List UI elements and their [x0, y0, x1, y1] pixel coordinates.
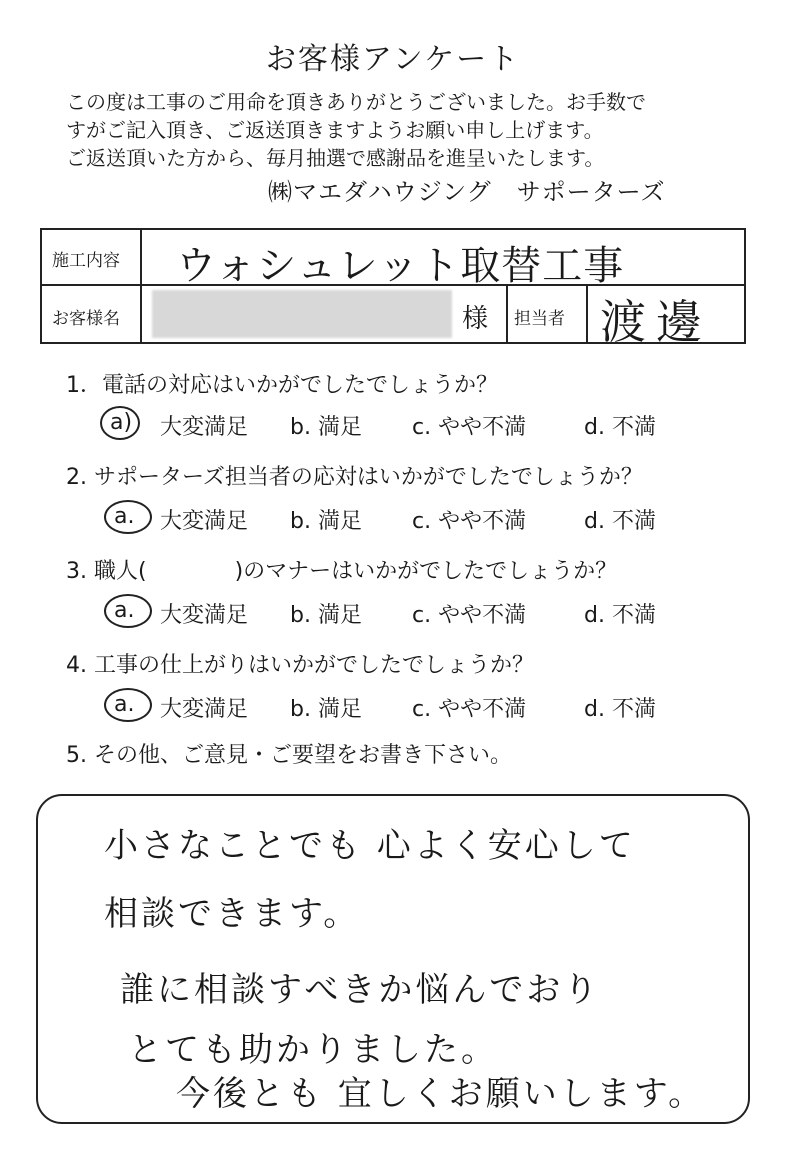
- table-col-divider: [506, 284, 508, 344]
- table-col-divider: [140, 228, 142, 344]
- honorific: 様: [462, 304, 489, 334]
- question-4: 4. 工事の仕上がりはいかがでしたでしょうか？: [66, 653, 534, 678]
- question-2: 2. サポーターズ担当者の応対はいかがでしたでしょうか？: [66, 465, 643, 490]
- company-name: ㈱マエダハウジング サポーターズ: [268, 178, 666, 206]
- option-d: d. 不満: [584, 415, 656, 440]
- option-a: a): [110, 410, 133, 435]
- option-d: d. 不満: [584, 697, 656, 722]
- option-a-label: 大変満足: [160, 509, 249, 534]
- work-label: 施工内容: [52, 251, 120, 271]
- option-b: b. 満足: [290, 509, 362, 534]
- staff-label: 担当者: [514, 309, 565, 329]
- staff-value: 渡邊: [600, 295, 712, 349]
- question-3: 3. 職人( )のマナーはいかがでしたでしょうか？: [66, 559, 618, 584]
- option-c: c. やや不満: [412, 415, 527, 440]
- option-a: a.: [114, 692, 135, 717]
- comment-line-2: 相談できます。: [104, 894, 361, 934]
- option-a: a.: [114, 598, 135, 623]
- table-col-divider: [586, 284, 588, 344]
- intro-line-3: ご返送頂いた方から、毎月抽選で感謝品を進呈いたします。: [66, 146, 605, 170]
- option-b: b. 満足: [290, 697, 362, 722]
- option-a-label: 大変満足: [160, 415, 249, 440]
- customer-label: お客様名: [52, 309, 120, 329]
- option-a: a.: [114, 504, 135, 529]
- intro-line-1: この度は工事のご用命を頂きありがとうございました。お手数で: [66, 90, 646, 114]
- option-c: c. やや不満: [412, 509, 527, 534]
- option-b: b. 満足: [290, 415, 362, 440]
- comment-line-1: 小さなことでも 心よく安心して: [104, 826, 636, 866]
- option-a-label: 大変満足: [160, 697, 249, 722]
- option-d: d. 不満: [584, 509, 656, 534]
- comment-line-3: 誰に相談すべきか悩んでおり: [120, 970, 601, 1010]
- comment-line-5: 今後とも 宜しくお願いします。: [176, 1074, 706, 1114]
- option-d: d. 不満: [584, 603, 656, 628]
- option-c: c. やや不満: [412, 697, 527, 722]
- page-title: お客様アンケート: [265, 42, 521, 77]
- option-a-label: 大変満足: [160, 603, 249, 628]
- redacted-name-block: [152, 290, 452, 338]
- intro-line-2: すがご記入頂き、ご返送頂きますようお願い申し上げます。: [66, 118, 604, 142]
- question-1: 1．電話の対応はいかがでしたでしょうか？: [66, 373, 498, 398]
- option-b: b. 満足: [290, 603, 362, 628]
- comment-line-4: とても助かりました。: [128, 1030, 498, 1070]
- work-value: ウォシュレット取替工事: [176, 243, 625, 289]
- question-5: 5. その他、ご意見・ご要望をお書き下さい。: [66, 743, 512, 768]
- option-c: c. やや不満: [412, 603, 527, 628]
